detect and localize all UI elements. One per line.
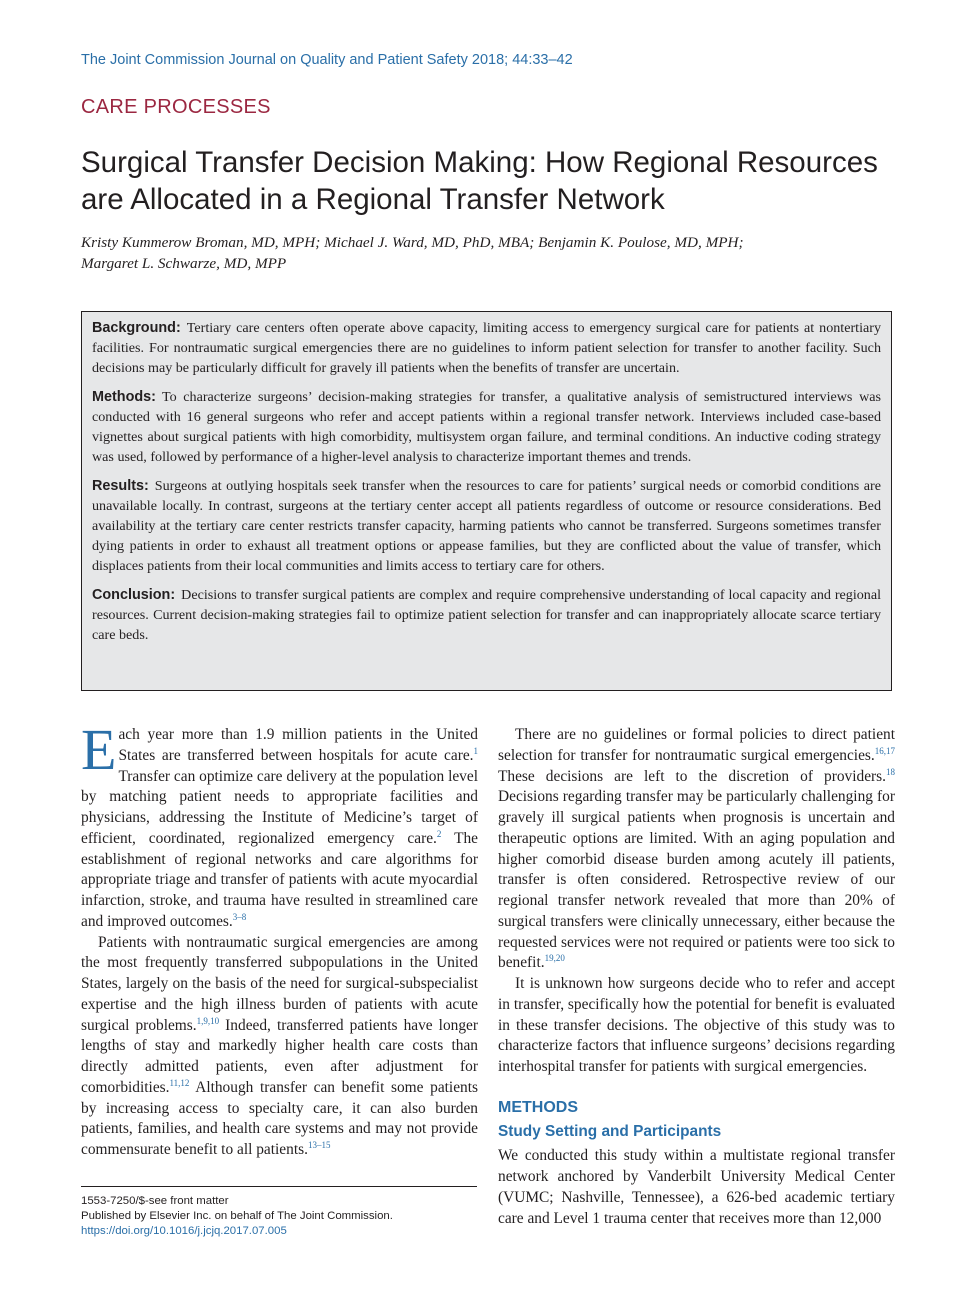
footnote <box>81 1194 393 1239</box>
citation-link[interactable]: 1,9,10 <box>196 1015 220 1026</box>
body-text: There are no guidelines or formal policies to direct patient selection for transfer for nontraumatic surgical emergencies. <box>498 726 895 764</box>
body-paragraph: It is unknown how surgeons decide who to refer and accept in transfer, specifically how the potential for benefit is evaluated in these transfer decisions. The objective of this study was to characterize factors that influence surgeons’ decisions regarding interhospital transfer for patients with surgical emergencies. <box>498 975 895 1075</box>
abstract-text: To characterize surgeons’ decision-making strategies for transfer, a qualitative analysis of semistructured interviews was conducted with 16 general surgeons who refer and accept patients within a regional transfer network. Interviews included case-based vignettes about surgical patients with high comorbidity, multisystem organ failure, and terminal conditions. An inductive coding strategy was used, followed by performance of a higher-level analysis to characterize important themes and trends. <box>92 389 881 465</box>
body-text: These decisions are left to the discretion of providers. <box>498 767 886 785</box>
issn-line: 1553-7250/$-see front matter <box>81 1195 229 1207</box>
body-text: The establishment of regional networks and care algorithms for appropriate triage and transfer of patients with acute myocardial infarction, stroke, and trauma have resulted in streamlined care and improved outcomes. <box>81 829 478 930</box>
abstract-text: Decisions to transfer surgical patients are complex and require comprehensive understanding of local capacity and regional resources. Current decision-making strategies fail to optimize patient selection for transfer and can inappropriately allocate scarce tertiary care beds. <box>92 587 881 643</box>
citation-link[interactable]: 16,17 <box>874 745 895 756</box>
abstract-heading: Methods: <box>92 389 156 405</box>
abstract-text: Surgeons at outlying hospitals seek transfer when the resources to care for patients’ surgical needs or comorbid conditions are unavailable locally. In contrast, surgeons at the tertiary center accept all patients regardless of outcome or resource considerations. Bed availability at the tertiary care center restricts transfer capacity, harming patients who cannot be transferred. Surgeons sometimes transfer dying patients in order to exhaust all treatment options or appease families, but they are conflicted about the value of transfer, which displaces patients from their local communities and limits access to tertiary care for others. <box>92 478 881 574</box>
citation-link[interactable]: 2 <box>436 828 442 839</box>
abstract-text: Tertiary care centers often operate above capacity, limiting access to emergency surgical care for patients at nontertiary facilities. For nontraumatic surgical emergencies there are no guidelines to inform patient selection for transfer to another facility. Such decisions may be particularly difficult for gravely ill patients when the benefits of transfer are uncertain. <box>92 320 881 376</box>
abstract-conclusion <box>92 585 881 645</box>
article-title: Surgical Transfer Decision Making: How Regional Resources are Allocated in a Regional Transfer Network <box>81 146 878 216</box>
author-line-2: Margaret L. Schwarze, MD, MPP <box>81 255 287 272</box>
abstract-heading: Conclusion: <box>92 587 176 603</box>
abstract-results <box>92 476 881 576</box>
abstract-heading: Background: <box>92 320 181 336</box>
journal-header: The Joint Commission Journal on Quality and Patient Safety 2018; 44:33–42 <box>81 52 573 68</box>
citation-link[interactable]: 1 <box>473 745 478 756</box>
body-paragraph <box>81 717 478 933</box>
body-column-right <box>498 725 895 1229</box>
abstract-box <box>81 311 892 691</box>
abstract-heading: Results: <box>92 478 149 494</box>
body-paragraph <box>498 725 895 974</box>
body-paragraph <box>81 933 478 1161</box>
citation-link[interactable]: 19,20 <box>544 953 565 964</box>
abstract-background <box>92 318 881 378</box>
doi-link[interactable]: https://doi.org/10.1016/j.jcjq.2017.07.005 <box>81 1225 287 1237</box>
publisher-line: Published by Elsevier Inc. on behalf of The Joint Commission. <box>81 1210 393 1222</box>
body-text: Although transfer can benefit some patients by increasing access to specialty care, it can also burden patients, families, and health care systems and may not provide commensurate benefit to all patients. <box>81 1078 478 1158</box>
author-list <box>81 232 881 274</box>
body-text: Decisions regarding transfer may be particularly challenging for gravely ill surgical patients when prognosis is uncertain and therapeutic options are limited. With an aging population and higher comorbid disease burden among acutely ill patients, transfer is often considered. Retrospective review of our regional transfer network revealed that more than 20% of surgical transfers were clinically unnecessary, either because the requested services were not required or patients were too sick to benefit. <box>498 788 895 972</box>
body-text: ach year more than 1.9 million patients in the United States are transferred between hospitals for acute care. <box>118 726 478 764</box>
body-column-left <box>81 717 478 1161</box>
section-label: CARE PROCESSES <box>81 96 271 118</box>
citation-link[interactable]: 13–15 <box>307 1139 331 1150</box>
body-text: Transfer can optimize care delivery at the population level by matching patient needs to appropriate facilities and physicians, addressing the Institute of Medicine’s target of efficient, coordinated, regionalized emergency care. <box>81 767 478 847</box>
subsection-heading: Study Setting and Participants <box>498 1122 722 1140</box>
citation-link[interactable]: 11,12 <box>169 1077 190 1088</box>
body-text: Patients with nontraumatic surgical emergencies are among the most frequently transferred subpopulations in the United States, largely on the basis of the need for surgical-subspecialist expertise and the high illness burden of patients with acute surgical problems. <box>81 933 478 1034</box>
drop-cap: E <box>81 717 117 782</box>
body-text: Indeed, transferred patients have longer lengths of stay and markedly higher health care costs than directly admitted patients, even after adjustment for comorbidities. <box>81 1016 478 1096</box>
citation-link[interactable]: 18 <box>886 766 895 777</box>
citation-link[interactable]: 3–8 <box>232 911 247 922</box>
footnote-divider <box>81 1186 477 1187</box>
abstract-methods <box>92 387 881 467</box>
author-line-1: Kristy Kummerow Broman, MD, MPH; Michael J. Ward, MD, PhD, MBA; Benjamin K. Poulose, MD, MPH; <box>81 234 744 251</box>
body-paragraph: We conducted this study within a multistate regional transfer network anchored by Vanderbilt University Medical Center (VUMC; Nashville, Tennessee), a 626-bed academic tertiary care and Level 1 trauma center that receives more than 12,000 <box>498 1147 895 1227</box>
section-heading-methods: METHODS <box>498 1098 578 1116</box>
